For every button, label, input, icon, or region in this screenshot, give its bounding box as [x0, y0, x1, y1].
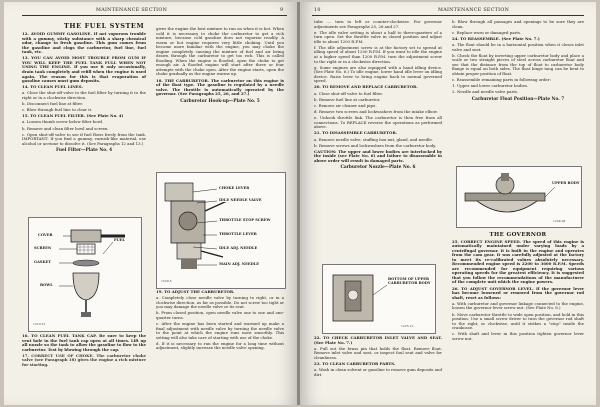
para-14-heading: 14. TO CLEAN FUEL LINES. [22, 84, 83, 90]
callout-fuel: FUEL [114, 238, 125, 242]
fuel-filter-ref: 1219-51 [33, 322, 46, 326]
callout-main-adj-needle: MAIN ADJ. NEEDLE [219, 262, 259, 266]
para-21b: b. Remove screws and lockwashers from the carburetor body. [314, 142, 437, 148]
para-25: 25. CORRECT ENGINE SPEED. The speed of this engine is automatically maintained under varying loads by a centrifugal governor. It is built in the engine and operates from the cam gear. It was carefully adjusted at the factory to meet its re-calibrated values absolutely necessary. Recommended engine speed is 2200 to 3600 R.P.M. Speeds are recommended for equipment requiring various operating speeds for the greatest efficiency. It is suggested that you follow the recommendations of the manufacturer of the complete unit which the engine powers. [452, 238, 584, 285]
carburetor-hookup-ref: 1520-5 [161, 279, 172, 283]
callout-throttle-lever: THROTTLE LEVER [219, 232, 257, 236]
para-17: 17. CORRECT USE OF CHOKE. The carburetor choke valve (see Paragraph 18) gives the engine a rich mixture for starting. [22, 352, 146, 367]
para-24a: a. The float should be in a horizontal position when it closes inlet valve and seat. [452, 41, 584, 52]
float-position-ref: 1224-98 [553, 219, 566, 223]
left-column-2-after [156, 290, 284, 353]
para-15b: b. Remove and clean filter bowl and screen. [22, 125, 109, 131]
caution-note: CAUTION: The upper and lower bodies are interlocked by the inside (see Plate No. 6) and failure to disassemble in above order will result in damaged parts. [314, 148, 442, 163]
fuel-system-title: THE FUEL SYSTEM [64, 22, 145, 30]
para-19d: d. If it is necessary to run the engine for a long time without adjustment, slightly increase the needle valve opening. [156, 340, 284, 351]
para-26b: b. Move carburetor throttle to wide open position, and hold in this position. Use a small screw driver to turn the governor rod shaft to the right, or clockwise, until it strikes a "stop" inside the crankcase. [452, 311, 584, 331]
float-position-figure [456, 166, 582, 228]
para-14b: b. Disconnect fuel line at filter. [22, 101, 83, 107]
para-22a: a. Pull out the brass pin that holds the float. Remove float. Remove inlet valve and seat, or inspect foul seat and valve for cleanliness. [314, 345, 442, 360]
para-12: 12. AVOID GUMMY GASOLINE. If not vaporous trouble with a gummy, sticky substance with a sharp chemical odor, change to fresh gasoline. This gum comes from the gasoline and clogs the carburetor, fuel line, fuel tank, etc. [22, 31, 146, 55]
para-20a: a. Close shut-off valve to fuel filter. [314, 90, 383, 96]
para-23a: a. Wash in clean solvent or gasoline to remove gum deposits and dirt. [314, 367, 442, 377]
para-23c: c. Replace worn or damaged parts. [452, 29, 522, 35]
carburetor-nozzle-drawing [323, 265, 435, 333]
carburetor-nozzle-ref: 1225-12 [401, 324, 414, 328]
para-15-heading: 15. TO CLEAN FUEL FILTER. (See Plate No. 4) [22, 113, 124, 119]
carburetor-nozzle-caption: Carburetor Nozzle—Plate No. 6 [340, 165, 416, 171]
right-column-1-after [314, 336, 442, 379]
para-18: 18. THE CARBURETOR. The carburetor on this engine is of the float type. The gasoline is regulated by a needle valve. The throttle is automatically operated by the governor. (See Paragraphs 25, 26, and 27.) [156, 77, 284, 97]
para-20c: c. Remove air cleaner and pipe. [314, 102, 377, 108]
para-24c2: 2. Needle and needle valve parts. [452, 89, 519, 95]
para-26: 26. TO ADJUST GOVERNOR LEVEL. If the governor lever has become loosened or removed from the governor rod shaft, reset as follows: [452, 285, 584, 300]
para-19a: a. Completely close needle valve by turning to right, or in a clockwise direction, as far as possible. Do not screw too tight or you may damage the needle valve or its seat. [156, 295, 284, 310]
callout-upper-body: UPPER BODY [552, 181, 580, 185]
para-19e: e. The idle valve setting is about a half to three-quarters of a turn open. Set the throttle valve in closed position and adjust idle to about 1200 R.P.M. [314, 29, 442, 44]
para-16: 16. TO CLEAN FUEL TANK CAP. Be sure to keep the vent hole in the fuel tank cap open at all times. Lift up all nozzle so the tank to allow the gasoline to flow to the carburetor. Test by blowing through the cap. [22, 333, 146, 352]
carburetor-hookup-caption: Carburetor Hook-up—Plate No. 5 [180, 98, 260, 104]
right-column-2 [452, 20, 584, 104]
right-page [300, 2, 596, 405]
para-20d: d. Remove two screws and lockwashers from the intake elbow. [314, 109, 438, 115]
para-26a: a. With carburetor and governor linkage connected to the engine, loosen the governor lever screw nut. (See Plate No. 8.) [452, 300, 584, 311]
left-column-1-after [22, 334, 146, 369]
para-19g: g. Some engines are also equipped with a hand idling device. (See Plate No. 6.) To idle engine, lower hand idle lever on idling device. Raise lever to bring engine back to normal governed speed. [314, 64, 442, 84]
manual-spread [4, 2, 596, 405]
left-page-number: 9 [280, 8, 284, 13]
para-22-heading: 22. TO CHECK CARBURETOR INLET VALVE AND SEAT. (See Plate No. 7.) [314, 335, 442, 345]
callout-choke-lever: CHOKE LEVER [219, 186, 250, 190]
left-column-2 [156, 27, 284, 106]
right-column-2-after [452, 230, 584, 343]
right-header-title: MAINTENANCE SECTION [438, 8, 510, 13]
right-header-rule [312, 15, 584, 16]
para-20-heading: 20. TO REMOVE AND REPLACE CARBURETOR. [314, 84, 418, 90]
para-19d-cont: tube .... turn to left or counter-clockwise. For governor adjustments see Paragraphs 25, 26 and 27. [314, 19, 442, 29]
callout-idle-adj-needle: IDLE ADJ. NEEDLE [219, 246, 258, 250]
para-24c1: 1. Upper and lower carburetor bodies. [452, 83, 529, 89]
para-19b: b. From closed position, open needle valve one to one and one-quarter turns. [156, 310, 284, 320]
left-page [4, 2, 298, 405]
para-24c: c. Reassemble remaining parts in following order: [452, 76, 551, 82]
para-13: 13. YOU CAN AVOID MOST TROUBLE FROM GUM IF YOU WILL KEEP THE FUEL TANK FULL WHEN NOT USING THE ENGINE. If you use it only occasionally, drain tank completely and refill when the engine is used again. The reason for this is that evaporation of gasoline causes most gum deposits. [22, 55, 146, 84]
para-14a: a. Close the shut-off valve to the fuel filter by turning it to the right or in a clockwise direction. [22, 90, 146, 100]
para-21a: a. Remove needle valve, stuffing box nut, gland, and needle. [314, 136, 433, 142]
para-19c: c. After the engine has been started and warmed up make a final adjustment with needle valve by turning the needle valve to the point at which the engine runs most smoothly. This setting will also take care of starting with use of the choke. [156, 321, 284, 340]
right-column-1 [314, 20, 442, 173]
para-15a: a. Loosen thumb screw below filter bowl. [22, 119, 104, 125]
para-23b: b. Blow through all passages and openings to be sure they are clean. [452, 19, 584, 29]
fuel-filter-figure [28, 217, 142, 332]
float-position-caption: Carburetor Float Position—Plate No. 7 [471, 96, 565, 102]
callout-screen: SCREEN [34, 246, 52, 250]
para-14c: c. Blow through fuel line to clear it. [22, 107, 93, 113]
para-23-heading: 23. TO CLEAN CARBURETOR PARTS. [314, 360, 396, 366]
callout-cover: COVER [38, 233, 53, 237]
para-15c: c. Open shut-off valve to see if fuel flows freely from the tank. IMPORTANT: If you find a gummy, varnish-like material, use alcohol or acetone to dissolve it. (See Paragraphs 12 and 13.) [22, 131, 146, 146]
left-column-1 [22, 32, 146, 156]
right-page-number: 10 [314, 8, 321, 13]
para-21-heading: 21. TO DISASSEMBLE CARBURETOR. [314, 130, 398, 136]
callout-gasket: GASKET [34, 260, 51, 264]
fuel-filter-caption: Fuel Filter—Plate No. 4 [55, 148, 113, 154]
callout-bottom-upper-body: BOTTOM OF UPPER CARBURETOR BODY [387, 277, 433, 285]
left-header-rule [22, 15, 287, 16]
carburetor-hookup-figure [156, 172, 286, 289]
para-24b: b. Check the float by inverting upper carburetor body and place a scale or two straight pieces of steel across carburetor float and see that the distance from the top of float to carburetor body flange is equal on both sides. The float hinge tang can be bent to obtain proper position of float. [452, 52, 584, 76]
para-20e: e. Unhook throttle link. The carburetor is then free from all connections. To REPLACE reverse the operations as performed above. [314, 115, 442, 130]
callout-bowl: BOWL [40, 283, 53, 287]
para-19-heading: 19. TO ADJUST THE CARBURETOR. [156, 289, 235, 294]
callout-throttle-stop-screw: THROTTLE STOP SCREW [219, 218, 271, 222]
callout-idle-needle-valve: IDLE NEEDLE VALVE [219, 198, 262, 202]
para-17-cont: gives the engine the best mixture to run on when it is hot. When cold it is necessary to choke the carburetor to get a rich mixture, because cold gasoline does not vaporize readily. A warm or hot engine requires very little choking. Until you become more familiar with the engine, you may choke the engine completely causing the mixture of fuel and air being drawn through the carburetor to get too rich. This is called flooding. When the engine is flooded, open the choke to get enough air. A flooded engine will start after three or four attempts with the choke open. After the engine starts, open the choke gradually as the engine warms up. [156, 26, 284, 77]
para-19f: f. The idle adjustment screw is at the factory set to spread at idling speed of about 1200 R.P.M. If you want to idle the engine at a higher speed than 1200 R.P.M. turn the adjustment screw to the right or in a clockwise direction. [314, 44, 442, 64]
carburetor-nozzle-figure [322, 264, 436, 334]
float-position-drawing [457, 167, 581, 227]
para-20b: b. Remove fuel line at carburetor. [314, 96, 381, 102]
carburetor-hookup-drawing [157, 173, 285, 288]
left-header-title: MAINTENANCE SECTION [96, 8, 168, 13]
para-26c: c. With shaft and lever in this position tighten governor lever screw nut. [452, 331, 584, 341]
governor-section-title: THE GOVERNOR [489, 232, 547, 238]
para-24-heading: 24. TO REASSEMBLE. (See Plate No. 7.) [452, 35, 540, 41]
